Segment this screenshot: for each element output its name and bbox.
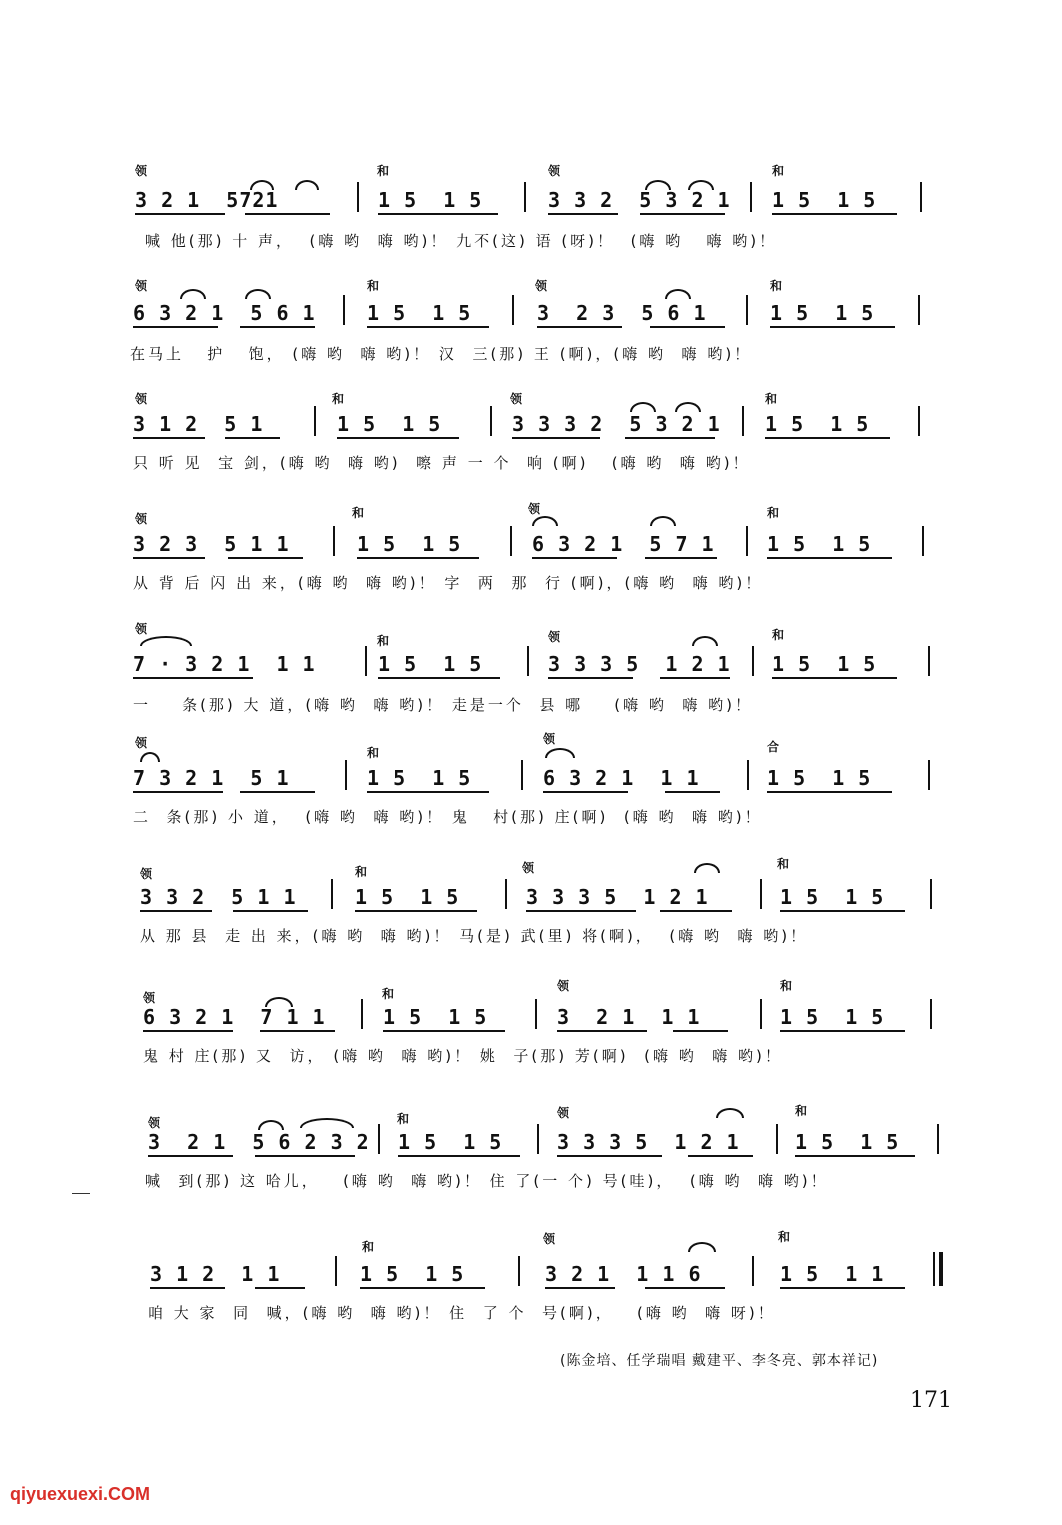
beam <box>665 791 720 793</box>
beam <box>770 326 895 328</box>
measure-notes: 3 1 2 1 1 <box>150 1262 281 1286</box>
part-label: 和 <box>332 392 345 406</box>
barline <box>314 406 316 436</box>
lyrics-line: 在马上 护 饱， (嗨 哟 嗨 哟)！ 汉 三(那) 王 (啊)，(嗨 哟 嗨 哟)！ <box>130 345 753 363</box>
beam <box>133 791 223 793</box>
slur <box>140 636 192 646</box>
measure-notes: 3 2 1 1 1 6 <box>545 1262 702 1286</box>
lyrics-line: 一 条(那) 大 道，(嗨 哟 嗨 哟)！ 走是一个 县 哪 (嗨 哟 嗨 哟)！ <box>133 696 754 714</box>
beam <box>357 557 479 559</box>
measure-notes: 3 3 2 5 1 1 <box>140 885 297 909</box>
part-label: 和 <box>795 1104 808 1118</box>
part-label: 和 <box>765 392 778 406</box>
barline <box>335 1256 337 1286</box>
slur <box>694 863 720 873</box>
lyrics-line: 二 条(那) 小 道， (嗨 哟 嗨 哟)！ 鬼 村(那) 庄(啊) (嗨 哟 嗨 哟)！ <box>133 808 763 826</box>
beam <box>133 437 205 439</box>
beam <box>780 1030 905 1032</box>
barline <box>357 182 359 212</box>
slur <box>665 289 691 299</box>
barline <box>918 406 920 436</box>
measure-notes: 1 5 1 5 <box>780 1005 885 1029</box>
slur <box>675 402 701 412</box>
measure-notes: 3 3 3 2 5 3 2 1 <box>512 412 721 436</box>
measure-notes: 1 5 1 5 <box>772 652 877 676</box>
barline <box>930 999 932 1029</box>
measure-notes: 3 3 3 5 1 2 1 <box>548 652 731 676</box>
beam <box>537 326 622 328</box>
measure-notes: 3 2 3 5 1 1 <box>133 532 290 556</box>
part-label: 和 <box>355 865 368 879</box>
part-label: 和 <box>367 279 380 293</box>
beam <box>688 1155 753 1157</box>
barline <box>524 182 526 212</box>
beam <box>255 1155 355 1157</box>
slur <box>545 748 575 758</box>
beam <box>545 1287 615 1289</box>
credits: (陈金培、任学瑞唱 戴建平、李冬亮、郭本祥记) <box>560 1353 879 1369</box>
barline <box>752 1256 754 1286</box>
part-label: 领 <box>557 1106 570 1120</box>
beam <box>398 1155 520 1157</box>
measure-notes: 1 5 1 5 <box>367 766 472 790</box>
beam <box>367 791 489 793</box>
barline <box>512 295 514 325</box>
beam <box>532 557 617 559</box>
beam <box>148 1155 233 1157</box>
slur <box>532 516 558 526</box>
part-label: 领 <box>135 392 148 406</box>
barline <box>742 406 744 436</box>
watermark: qiyuexuexi.COM <box>10 1484 151 1504</box>
beam <box>240 326 315 328</box>
barline <box>760 879 762 909</box>
beam <box>557 1030 647 1032</box>
part-label: 和 <box>382 987 395 1001</box>
beam <box>260 1030 335 1032</box>
measure-notes: 1 5 1 5 <box>398 1130 503 1154</box>
slur <box>300 1118 354 1128</box>
beam <box>548 213 618 215</box>
barline <box>937 1124 939 1154</box>
measure-notes: 6 3 2 1 1 1 <box>543 766 700 790</box>
measure-notes: 1 5 1 1 <box>780 1262 885 1286</box>
beam <box>650 326 725 328</box>
barline <box>750 182 752 212</box>
part-label: 和 <box>362 1240 375 1254</box>
part-label: 领 <box>135 164 148 178</box>
beam <box>512 437 600 439</box>
measure-notes: 3 2 3 5 6 1 <box>537 301 707 325</box>
beam <box>660 910 732 912</box>
beam <box>780 1287 905 1289</box>
lyrics-line: 从 那 县 走 出 来，(嗨 哟 嗨 哟)！ 马(是) 武(里) 将(啊)， (嗨 哟 嗨 哟)！ <box>140 927 809 945</box>
measure-notes: 6 3 2 1 7 1 1 <box>143 1005 326 1029</box>
measure-notes: 3 3 2 5 3 2 1 <box>548 188 731 212</box>
beam <box>225 437 280 439</box>
part-label: 和 <box>377 634 390 648</box>
part-label: 和 <box>780 979 793 993</box>
slur <box>258 1120 284 1130</box>
barline <box>928 760 930 790</box>
final-barline <box>933 1252 935 1286</box>
part-label: 领 <box>548 630 561 644</box>
beam <box>548 677 633 679</box>
beam <box>772 213 897 215</box>
part-label: 领 <box>543 732 556 746</box>
beam <box>378 677 500 679</box>
barline <box>918 295 920 325</box>
beam <box>143 1030 233 1032</box>
measure-notes: 1 5 1 5 <box>378 652 483 676</box>
beam <box>645 1287 725 1289</box>
lyrics-line: 鬼 村 庄(那) 又 访， (嗨 哟 嗨 哟)！ 姚 子(那) 芳(啊) (嗨 哟 嗨 哟)！ <box>143 1047 783 1065</box>
beam <box>673 1030 728 1032</box>
barline <box>760 999 762 1029</box>
beam <box>140 910 212 912</box>
beam <box>133 677 253 679</box>
beam <box>233 910 308 912</box>
measure-notes: 6 3 2 1 5 6 1 <box>133 301 316 325</box>
beam <box>240 791 315 793</box>
measure-notes: 1 5 1 5 <box>780 885 885 909</box>
part-label: 领 <box>135 736 148 750</box>
part-label: 领 <box>535 279 548 293</box>
lyrics-line: 咱 大 家 同 喊，(嗨 哟 嗨 哟)！ 住 了 个 号(啊)， (嗨 哟 嗨 呀)！ <box>148 1304 776 1322</box>
measure-notes: 1 5 1 5 <box>357 532 462 556</box>
barline <box>365 646 367 676</box>
beam <box>360 1287 485 1289</box>
part-label: 和 <box>352 506 365 520</box>
part-label: 领 <box>557 979 570 993</box>
barline <box>510 526 512 556</box>
barline <box>518 1256 520 1286</box>
barline <box>505 879 507 909</box>
part-label: 和 <box>777 857 790 871</box>
measure-notes: 1 5 1 5 <box>367 301 472 325</box>
lyrics-line: 喊 到(那) 这 哈儿， (嗨 哟 嗨 哟)！ 住 了(一 个) 号(哇)， (嗨 哟 嗨 哟)！ <box>145 1172 829 1190</box>
measure-notes: 7 3 2 1 5 1 <box>133 766 290 790</box>
barline <box>361 999 363 1029</box>
part-label: 和 <box>377 164 390 178</box>
part-label: 领 <box>148 1116 161 1130</box>
beam <box>543 791 628 793</box>
measure-notes: 3 1 2 5 1 <box>133 412 264 436</box>
beam <box>526 910 636 912</box>
beam <box>337 437 459 439</box>
barline <box>343 295 345 325</box>
barline <box>747 760 749 790</box>
barline <box>378 1124 380 1154</box>
barline <box>928 646 930 676</box>
beam <box>625 437 715 439</box>
barline <box>920 182 922 212</box>
measure-notes: 1 5 1 5 <box>765 412 870 436</box>
measure-notes: 6 3 2 1 5 7 1 <box>532 532 715 556</box>
part-label: 领 <box>135 622 148 636</box>
part-label: 和 <box>770 279 783 293</box>
part-label: 领 <box>140 867 153 881</box>
beam <box>767 791 892 793</box>
barline <box>345 760 347 790</box>
beam <box>255 1287 305 1289</box>
beam <box>767 557 892 559</box>
beam <box>660 677 730 679</box>
measure-notes: 1 5 1 5 <box>378 188 483 212</box>
part-label: 领 <box>528 502 541 516</box>
measure-notes: 7 · 3 2 1 1 1 <box>133 652 316 676</box>
barline <box>922 526 924 556</box>
part-label: 和 <box>767 506 780 520</box>
slur <box>716 1108 744 1118</box>
beam <box>133 326 218 328</box>
part-label: 和 <box>772 164 785 178</box>
final-barline <box>939 1252 943 1286</box>
barline <box>752 646 754 676</box>
measure-notes: 1 5 1 5 <box>355 885 460 909</box>
part-label: 和 <box>367 746 380 760</box>
barline <box>527 646 529 676</box>
barline <box>746 526 748 556</box>
measure-notes: 3 3 3 5 1 2 1 <box>557 1130 740 1154</box>
slur <box>692 636 718 646</box>
beam <box>780 910 905 912</box>
barline <box>535 999 537 1029</box>
beam <box>383 1030 505 1032</box>
part-label: 领 <box>510 392 523 406</box>
measure-notes: 1 5 1 5 <box>772 188 877 212</box>
slur <box>180 289 206 299</box>
measure-notes: 1 5 1 5 <box>770 301 875 325</box>
barline <box>930 879 932 909</box>
beam <box>765 437 890 439</box>
measure-notes: 3 2 1 5721 <box>135 188 279 212</box>
slur <box>688 1242 716 1252</box>
slur <box>245 289 271 299</box>
margin-dash <box>72 1193 90 1194</box>
beam <box>135 213 225 215</box>
lyrics-line: 只 听 见 宝 剑，(嗨 哟 嗨 哟) 嚓 声 一 个 响 (啊) (嗨 哟 嗨 哟)！ <box>133 454 751 472</box>
measure-notes: 1 5 1 5 <box>795 1130 900 1154</box>
beam <box>378 213 498 215</box>
beam <box>245 213 330 215</box>
slur <box>140 752 160 762</box>
page-number: 171 <box>910 1388 952 1413</box>
barline <box>333 526 335 556</box>
beam <box>355 910 477 912</box>
beam <box>367 326 489 328</box>
beam <box>150 1287 225 1289</box>
barline <box>521 760 523 790</box>
beam <box>133 557 205 559</box>
barline <box>490 406 492 436</box>
part-label: 领 <box>548 164 561 178</box>
part-label: 领 <box>135 279 148 293</box>
beam <box>795 1155 915 1157</box>
slur <box>630 402 656 412</box>
beam <box>228 557 303 559</box>
part-label: 领 <box>543 1232 556 1246</box>
measure-notes: 1 5 1 5 <box>337 412 442 436</box>
measure-notes: 1 5 1 5 <box>383 1005 488 1029</box>
part-label: 和 <box>397 1112 410 1126</box>
barline <box>746 295 748 325</box>
barline <box>537 1124 539 1154</box>
part-label: 和 <box>778 1230 791 1244</box>
measure-notes: 1 5 1 5 <box>767 532 872 556</box>
measure-notes: 1 5 1 5 <box>360 1262 465 1286</box>
beam <box>645 557 717 559</box>
barline <box>776 1124 778 1154</box>
beam <box>772 677 897 679</box>
lyrics-line: 喊 他(那) 十 声， (嗨 哟 嗨 哟)！ 九不(这) 语 (呀)！ (嗨 哟 嗨 哟)！ <box>145 232 778 250</box>
measure-notes: 3 3 3 5 1 2 1 <box>526 885 709 909</box>
slur <box>650 516 676 526</box>
beam <box>557 1155 662 1157</box>
part-label: 领 <box>143 991 156 1005</box>
measure-notes: 1 5 1 5 <box>767 766 872 790</box>
beam <box>640 213 725 215</box>
barline <box>331 879 333 909</box>
measure-notes: 3 2 1 5 6 2 3 2 <box>148 1130 370 1154</box>
part-label: 合 <box>767 740 780 754</box>
part-label: 领 <box>135 512 148 526</box>
lyrics-line: 从 背 后 闪 出 来，(嗨 哟 嗨 哟)！ 字 两 那 行 (啊)，(嗨 哟 嗨 哟)！ <box>133 574 764 592</box>
part-label: 领 <box>522 861 535 875</box>
part-label: 和 <box>772 628 785 642</box>
measure-notes: 3 2 1 1 1 <box>557 1005 701 1029</box>
